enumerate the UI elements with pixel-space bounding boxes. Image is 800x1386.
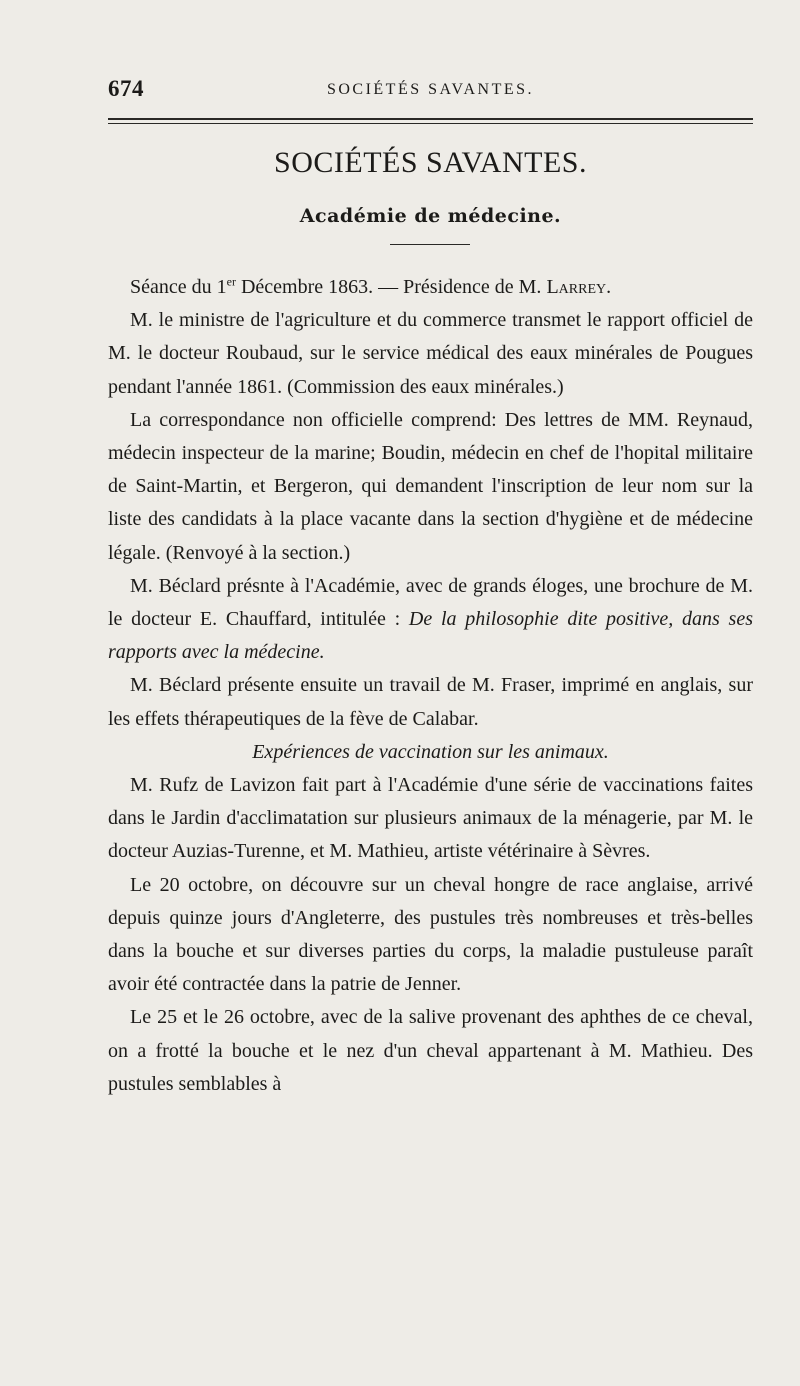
section-subtitle: Académie de médecine. (299, 205, 562, 227)
paragraph: M. le ministre de l'agriculture et du commerce transmet le rapport officiel de M. le docteur Roubaud, sur le service médical des eaux minérales de Pougues pendant l'année 1861. (Commission des eaux minérales.) (108, 309, 753, 398)
seance-suffix: . (606, 276, 612, 298)
seance-president: Larrey (546, 276, 607, 298)
seance-middle: Décembre 1863. — Présidence de M. (235, 276, 547, 298)
paragraph: Le 25 et le 26 octobre, avec de la salive provenant des aphthes de ce cheval, on a frotté la bouche et le nez d'un cheval appartenant à M. Mathieu. Des pustules semblables à (108, 1006, 753, 1095)
seance-line (108, 271, 753, 304)
header-rule (108, 118, 753, 124)
book-title: De la philosophie dite positive, (408, 608, 674, 631)
paragraph: M. Rufz de Lavizon fait part à l'Académie d'une série de vaccinations faites dans le Jardin d'acclimatation sur plusieurs animaux de la ménagerie, par M. le docteur Auzias-Turenne, et M. Mathieu, artiste vétérinaire à Sèvres. (108, 774, 753, 863)
book-title-continued: dans ses rapports avec la médecine. (108, 608, 753, 664)
running-title: SOCIÉTÉS SAVANTES. (326, 81, 535, 98)
paragraph: La correspondance non officielle comprend: Des lettres de MM. Reynaud, médecin inspecteur de la marine; Boudin, médecin en chef de l'hopital militaire de Saint-Martin, et Bergeron, qui demandent l'inscription de leur nom sur la liste des candidats à la place vacante dans la section d'hygiène et de médecine légale. (Renvoyé à la section.) (108, 408, 753, 564)
running-head (108, 76, 753, 110)
section-title: SOCIÉTÉS SAVANTES. (274, 146, 587, 179)
page-number: 674 (108, 76, 144, 101)
seance-prefix: Séance du 1 (130, 276, 227, 298)
paragraph-text: M. Béclard présnte à l'Académie, avec de grands éloges, une brochure de M. le docteur E. Chauffard, intitulée : (108, 574, 753, 631)
paragraph: Le 20 octobre, on découvre sur un cheval hongre de race anglaise, arrivé depuis quinze jours d'Angleterre, des pustules très nombreuses et très-belles dans la bouche et sur diverses parties du corps, la maladie pustuleuse paraît avoir été contractée dans la patrie de Jenner. (108, 873, 753, 996)
paragraph: M. Béclard présente ensuite un travail de M. Fraser, imprimé en anglais, sur les effets thérapeutiques de la fève de Calabar. (108, 674, 753, 730)
paragraph (108, 570, 753, 670)
subsection-heading: Expériences de vaccination sur les animaux. (252, 740, 609, 763)
title-divider (390, 244, 470, 245)
seance-superscript: er (226, 274, 236, 289)
article-body (108, 271, 753, 1101)
